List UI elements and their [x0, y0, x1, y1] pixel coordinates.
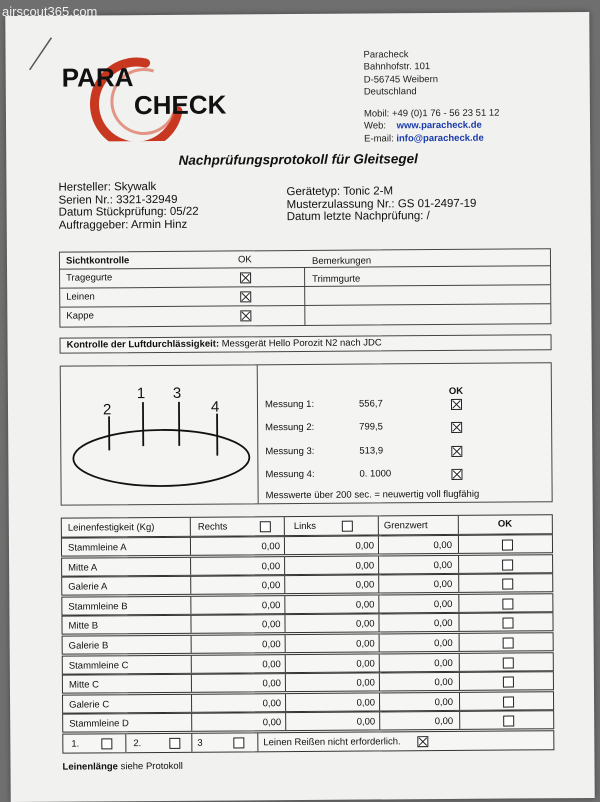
rechts-header-checkbox[interactable]: [260, 521, 271, 532]
footer-opt-checkbox[interactable]: [101, 738, 112, 749]
grenzwert-value: 0,00: [412, 540, 452, 551]
leinen-row: [61, 554, 553, 576]
paracheck-logo: [57, 40, 258, 141]
measurement-note: Messwerte über 200 sec. = neuwertig voll flugfähig: [266, 489, 480, 501]
leinen-row: [61, 613, 553, 635]
grenzwert-value: 0,00: [413, 697, 453, 708]
leinen-ok-checkbox[interactable]: [502, 559, 513, 570]
leinen-row: [62, 691, 554, 713]
leinen-row-label: Stammleine B: [68, 601, 127, 612]
measurement-label: Messung 2:: [265, 422, 314, 433]
grenzwert-value: 0,00: [412, 579, 452, 590]
sicht-header: Sichtkontrolle: [66, 255, 129, 266]
links-value: 0,00: [335, 658, 375, 669]
rechts-value: 0,00: [240, 541, 280, 552]
sicht-ok-header: OK: [238, 254, 252, 265]
company-address: [364, 49, 500, 146]
leinen-ok-checkbox[interactable]: [503, 657, 514, 668]
leinen-row-label: Stammleine A: [68, 542, 127, 553]
luft-header: Kontrolle der Luftdurchlässigkeit:: [67, 339, 220, 351]
rechts-value: 0,00: [241, 639, 281, 650]
document-page: [5, 12, 594, 802]
leinen-row-label: Galerie C: [69, 699, 109, 710]
measurement-checkbox[interactable]: [451, 446, 462, 457]
leinen-row-label: Stammleine D: [69, 719, 129, 730]
grenzwert-value: 0,00: [412, 599, 452, 610]
info-musterzulassung: Musterzulassung Nr.: GS 01-2497-19: [287, 197, 477, 211]
leinen-row: [61, 573, 553, 595]
measurement-value: 0. 1000: [359, 468, 391, 479]
luft-device: Messgerät Hello Porozit N2 nach JDC: [219, 337, 382, 349]
sicht-row-checkbox[interactable]: [240, 310, 251, 321]
leinen-ok-checkbox[interactable]: [503, 638, 514, 649]
sicht-row-checkbox[interactable]: [240, 291, 251, 302]
point-label-3: 3: [173, 385, 181, 402]
measurement-value: 513,9: [359, 445, 383, 456]
sicht-row-remark: Trimmgurte: [312, 274, 360, 285]
info-right: [286, 185, 476, 224]
watermark: airscout365.com: [2, 4, 97, 19]
footer-opt-label: 3: [197, 738, 202, 749]
grenzwert-value: 0,00: [412, 618, 452, 629]
rechts-value: 0,00: [241, 678, 281, 689]
links-value: 0,00: [335, 697, 375, 708]
measurement-label: Messung 4:: [265, 469, 314, 480]
company-street: Bahnhofstr. 101: [364, 61, 500, 74]
leinen-row: [62, 671, 554, 693]
footer-rest: siehe Protokoll: [118, 761, 183, 772]
rechts-value: 0,00: [240, 620, 280, 631]
measurement-checkbox[interactable]: [451, 399, 462, 410]
leinen-row-label: Mitte B: [68, 621, 98, 632]
leinen-ok-checkbox[interactable]: [503, 677, 514, 688]
leinen-row-label: Stammleine C: [69, 660, 129, 671]
sichtkontrolle-table: [59, 248, 552, 327]
footer-note: Leinen Reißen nicht erforderlich.: [263, 736, 400, 748]
measurement-value: 556,7: [359, 398, 383, 409]
rechts-value: 0,00: [240, 600, 280, 611]
info-hersteller: Hersteller: Skywalk: [58, 181, 198, 194]
leinen-ok-checkbox[interactable]: [503, 716, 514, 727]
leinen-row-label: Galerie B: [69, 640, 109, 651]
links-value: 0,00: [334, 619, 374, 630]
rechts-value: 0,00: [241, 718, 281, 729]
leinen-row: [62, 652, 554, 674]
links-header-checkbox[interactable]: [342, 521, 353, 532]
footer-opt-checkbox[interactable]: [233, 737, 244, 748]
document-title: Nachprüfungsprotokoll für Gleitsegel: [6, 150, 590, 169]
luft-header-bar: [60, 334, 552, 353]
company-mobile: Mobil: +49 (0)1 76 - 56 23 51 12: [364, 108, 500, 121]
leinen-ok-checkbox[interactable]: [502, 540, 513, 551]
web-label: Web:: [364, 121, 386, 132]
leinen-footer-row: [62, 730, 554, 753]
leinen-ok-checkbox[interactable]: [502, 618, 513, 629]
logo-text-para: PARA: [62, 62, 134, 93]
rechts-value: 0,00: [240, 580, 280, 591]
links-value: 0,00: [334, 560, 374, 571]
measurement-label: Messung 3:: [265, 446, 314, 457]
leinen-ok-checkbox[interactable]: [502, 579, 513, 590]
email-link[interactable]: info@paracheck.de: [396, 132, 483, 144]
leinen-ok-checkbox[interactable]: [502, 598, 513, 609]
measurement-value: 799,5: [359, 421, 383, 432]
info-auftraggeber: Auftraggeber: Armin Hinz: [59, 218, 199, 231]
sicht-row-label: Leinen: [66, 291, 95, 302]
footer-opt-checkbox[interactable]: [169, 738, 180, 749]
measurement-checkbox[interactable]: [451, 469, 462, 480]
canopy-diagram: [61, 365, 258, 504]
grenzwert-value: 0,00: [413, 638, 453, 649]
measurement-label: Messung 1:: [265, 399, 314, 410]
info-serien: Serien Nr.: 3321-32949: [59, 193, 199, 206]
rechts-value: 0,00: [241, 659, 281, 670]
grenzwert-value: 0,00: [413, 716, 453, 727]
luft-ok-header: OK: [449, 386, 463, 397]
footer-opt-label: 2.: [133, 738, 141, 749]
leinen-row-label: Galerie A: [68, 582, 107, 593]
sicht-bemerkungen-header: Bemerkungen: [312, 255, 371, 266]
info-datum-stueck: Datum Stückprüfung: 05/22: [59, 206, 199, 219]
links-value: 0,00: [335, 678, 375, 689]
leinen-rechts-header: Rechts: [198, 522, 228, 533]
footer-bold: Leinenlänge: [62, 761, 118, 772]
leinen-header: Leinenfestigkeit (Kg): [68, 522, 155, 534]
footer-note-checkbox[interactable]: [417, 736, 428, 747]
luft-measurement-box: [60, 362, 553, 505]
info-datum-letzte: Datum letzte Nachprüfung: /: [287, 210, 477, 224]
grenzwert-value: 0,00: [413, 658, 453, 669]
rechts-value: 0,00: [240, 561, 280, 572]
links-value: 0,00: [334, 599, 374, 610]
rechts-value: 0,00: [241, 698, 281, 709]
info-geraetetyp: Gerätetyp: Tonic 2-M: [286, 185, 476, 199]
web-link[interactable]: www.paracheck.de: [397, 120, 482, 132]
leinenfestigkeit-table: [61, 514, 553, 517]
links-value: 0,00: [334, 580, 374, 591]
footer-opt-label: 1.: [71, 739, 79, 750]
email-label: E-mail:: [364, 133, 394, 144]
leinen-row: [62, 711, 554, 733]
leinen-row: [62, 632, 554, 654]
point-label-1: 1: [137, 385, 145, 402]
sicht-row-checkbox[interactable]: [240, 272, 251, 283]
leinen-ok-header: OK: [498, 519, 512, 530]
links-value: 0,00: [334, 540, 374, 551]
logo-text-check: CHECK: [134, 90, 227, 121]
point-label-4: 4: [211, 399, 219, 416]
leinen-row: [61, 534, 553, 556]
leinen-row: [61, 593, 553, 615]
links-value: 0,00: [335, 638, 375, 649]
leinen-row-label: Mitte A: [68, 562, 97, 573]
point-label-2: 2: [103, 401, 111, 418]
measurement-checkbox[interactable]: [451, 422, 462, 433]
company-country: Deutschland: [364, 85, 500, 98]
sicht-row-label: Tragegurte: [66, 272, 112, 283]
leinen-row-label: Mitte C: [69, 680, 99, 691]
links-value: 0,00: [335, 717, 375, 728]
info-left: [58, 181, 198, 232]
grenzwert-value: 0,00: [413, 677, 453, 688]
sicht-row-label: Kappe: [66, 310, 94, 321]
grenzwert-value: 0,00: [412, 560, 452, 571]
leinen-grenzwert-header: Grenzwert: [384, 520, 428, 531]
pen-mark: [25, 34, 55, 74]
leinen-ok-checkbox[interactable]: [503, 696, 514, 707]
company-name: Paracheck: [364, 49, 500, 62]
company-city: D-56745 Weibern: [364, 73, 500, 86]
leinen-links-header: Links: [294, 521, 316, 532]
footer-line: [62, 761, 182, 773]
